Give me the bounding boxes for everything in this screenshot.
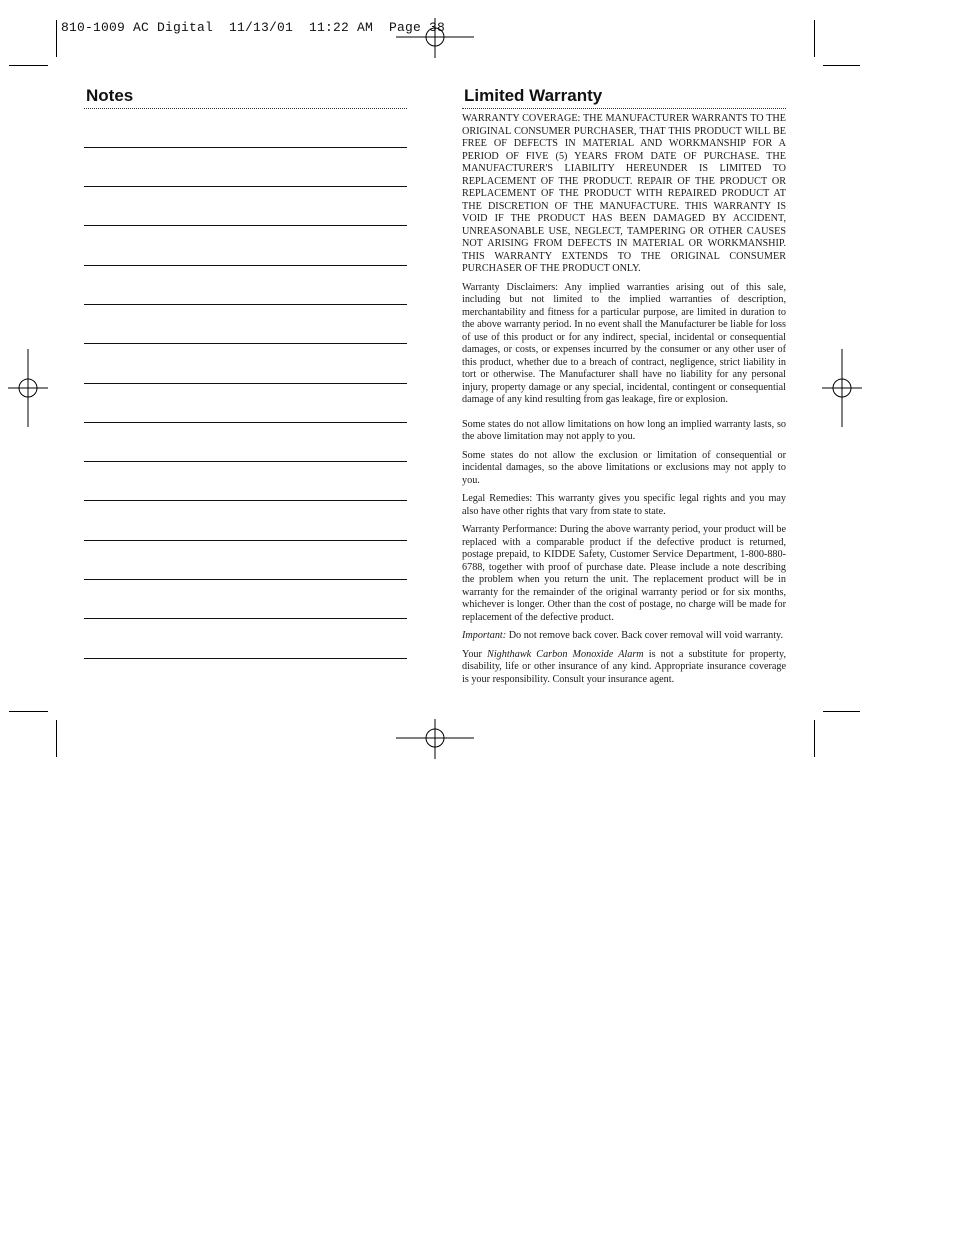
note-line[interactable]: [84, 461, 407, 462]
note-line[interactable]: [84, 343, 407, 344]
note-line[interactable]: [84, 422, 407, 423]
note-line[interactable]: [84, 186, 407, 187]
note-line[interactable]: [84, 658, 407, 659]
note-line[interactable]: [84, 304, 407, 305]
note-line[interactable]: [84, 540, 407, 541]
insurance-suffix: is not a substitute for property, disability, life or other insurance of any kind. Appropriate insurance coverage is your responsibility. Consult your insurance agent.: [462, 648, 786, 685]
registration-mark-left: [8, 349, 48, 427]
crop-mark-top-right-v: [814, 20, 815, 57]
product-name: Nighthawk Carbon Monoxide Alarm: [487, 648, 644, 660]
note-line[interactable]: [84, 147, 407, 148]
note-line[interactable]: [84, 579, 407, 580]
warranty-heading: Limited Warranty: [464, 86, 603, 105]
states-limitation-paragraph: Some states do not allow limitations on how long an implied warranty lasts, so the above limitation may not apply to you.: [462, 418, 786, 442]
crop-mark-bottom-right-v: [814, 720, 815, 757]
legal-remedies-paragraph: Legal Remedies: This warranty gives you specific legal rights and you may also have other rights that vary from state to state.: [462, 493, 786, 517]
important-label: Important:: [462, 630, 507, 641]
note-line[interactable]: [84, 383, 407, 384]
crop-mark-top-left-h: [9, 65, 48, 66]
registration-mark-bottom: [396, 719, 474, 759]
note-line[interactable]: [84, 225, 407, 226]
crop-mark-top-left-v: [56, 20, 57, 57]
note-line[interactable]: [84, 265, 407, 266]
printer-slug-line: 810-1009 AC Digital 11/13/01 11:22 AM Page 38: [61, 20, 446, 35]
warranty-disclaimers-paragraph: Warranty Disclaimers: Any implied warranties arising out of this sale, including but not limited to the implied warranties of description, merchantability and fitness for a particular purpose, are limited in duration to the above warranty period. In no event shall the Manufacturer be liable for loss of use of this product or for any indirect, special, incidental or consequential damages, or costs, or expenses incurred by the consumer or any other user of this product, whether due to a breach of contract, negligence, strict liability in tort or otherwise. The Manufacturer shall have no liability for any personal injury, property damage or any special, incidental, contingent or consequential damage of any kind resulting from gas leakage, fire or explosion.: [462, 281, 786, 405]
registration-mark-right: [822, 349, 862, 427]
crop-mark-bottom-left-v: [56, 720, 57, 757]
notes-heading-rule: [84, 108, 407, 109]
crop-mark-bottom-left-h: [9, 711, 48, 712]
important-text: Do not remove back cover. Back cover removal will void warranty.: [506, 630, 784, 641]
states-exclusion-paragraph: Some states do not allow the exclusion or limitation of consequential or incidental damages, so the above limitations or exclusions may not apply to you.: [462, 449, 786, 486]
warranty-heading-rule: [462, 108, 786, 109]
crop-mark-bottom-right-h: [823, 711, 860, 712]
crop-mark-top-right-h: [823, 65, 860, 66]
warranty-coverage-paragraph: WARRANTY COVERAGE: THE MANUFACTURER WARRANTS TO THE ORIGINAL CONSUMER PURCHASER, THAT THIS PRODUCT WILL BE FREE OF DEFECTS IN MATERIAL AND WORKMANSHIP FOR A PERIOD OF FIVE (5) YEARS FROM DATE OF PURCHASE. THE MANUFACTURER'S LIABILITY HEREUNDER IS LIMITED TO REPLACEMENT OF THE PRODUCT. REPAIR OF THE PRODUCT OR REPLACEMENT OF THE PRODUCT WITH REPAIRED PRODUCT AT THE DISCRETION OF THE MANUFACTURE. THIS WARRANTY IS VOID IF THE PRODUCT HAS BEEN DAMAGED BY ACCIDENT, UNREASONABLE USE, NEGLECT, TAMPERING OR OTHER CAUSES NOT ARISING FROM DEFECTS IN MATERIAL OR WORKMANSHIP. THIS WARRANTY EXTENDS TO THE ORIGINAL CONSUMER PURCHASER OF THE PRODUCT ONLY.: [462, 113, 786, 274]
note-line[interactable]: [84, 618, 407, 619]
note-line[interactable]: [84, 500, 407, 501]
insurance-prefix: Your: [462, 648, 488, 660]
important-paragraph: [462, 630, 786, 643]
registration-mark-top: [396, 18, 474, 58]
insurance-paragraph: [462, 649, 786, 687]
warranty-body: [462, 113, 786, 692]
warranty-performance-paragraph: Warranty Performance: During the above warranty period, your product will be replaced with a comparable product if the defective product is returned, postage prepaid, to KIDDE Safety, Customer Service Department, 1-800-880-6788, together with proof of purchase date. Please include a note describing the problem when you return the unit. The replacement product will be in warranty for the remainder of the original warranty period or for six months, whichever is longer. Other than the cost of postage, no charge will be made for replacement of the defective product.: [462, 524, 786, 623]
notes-heading: Notes: [86, 86, 134, 105]
